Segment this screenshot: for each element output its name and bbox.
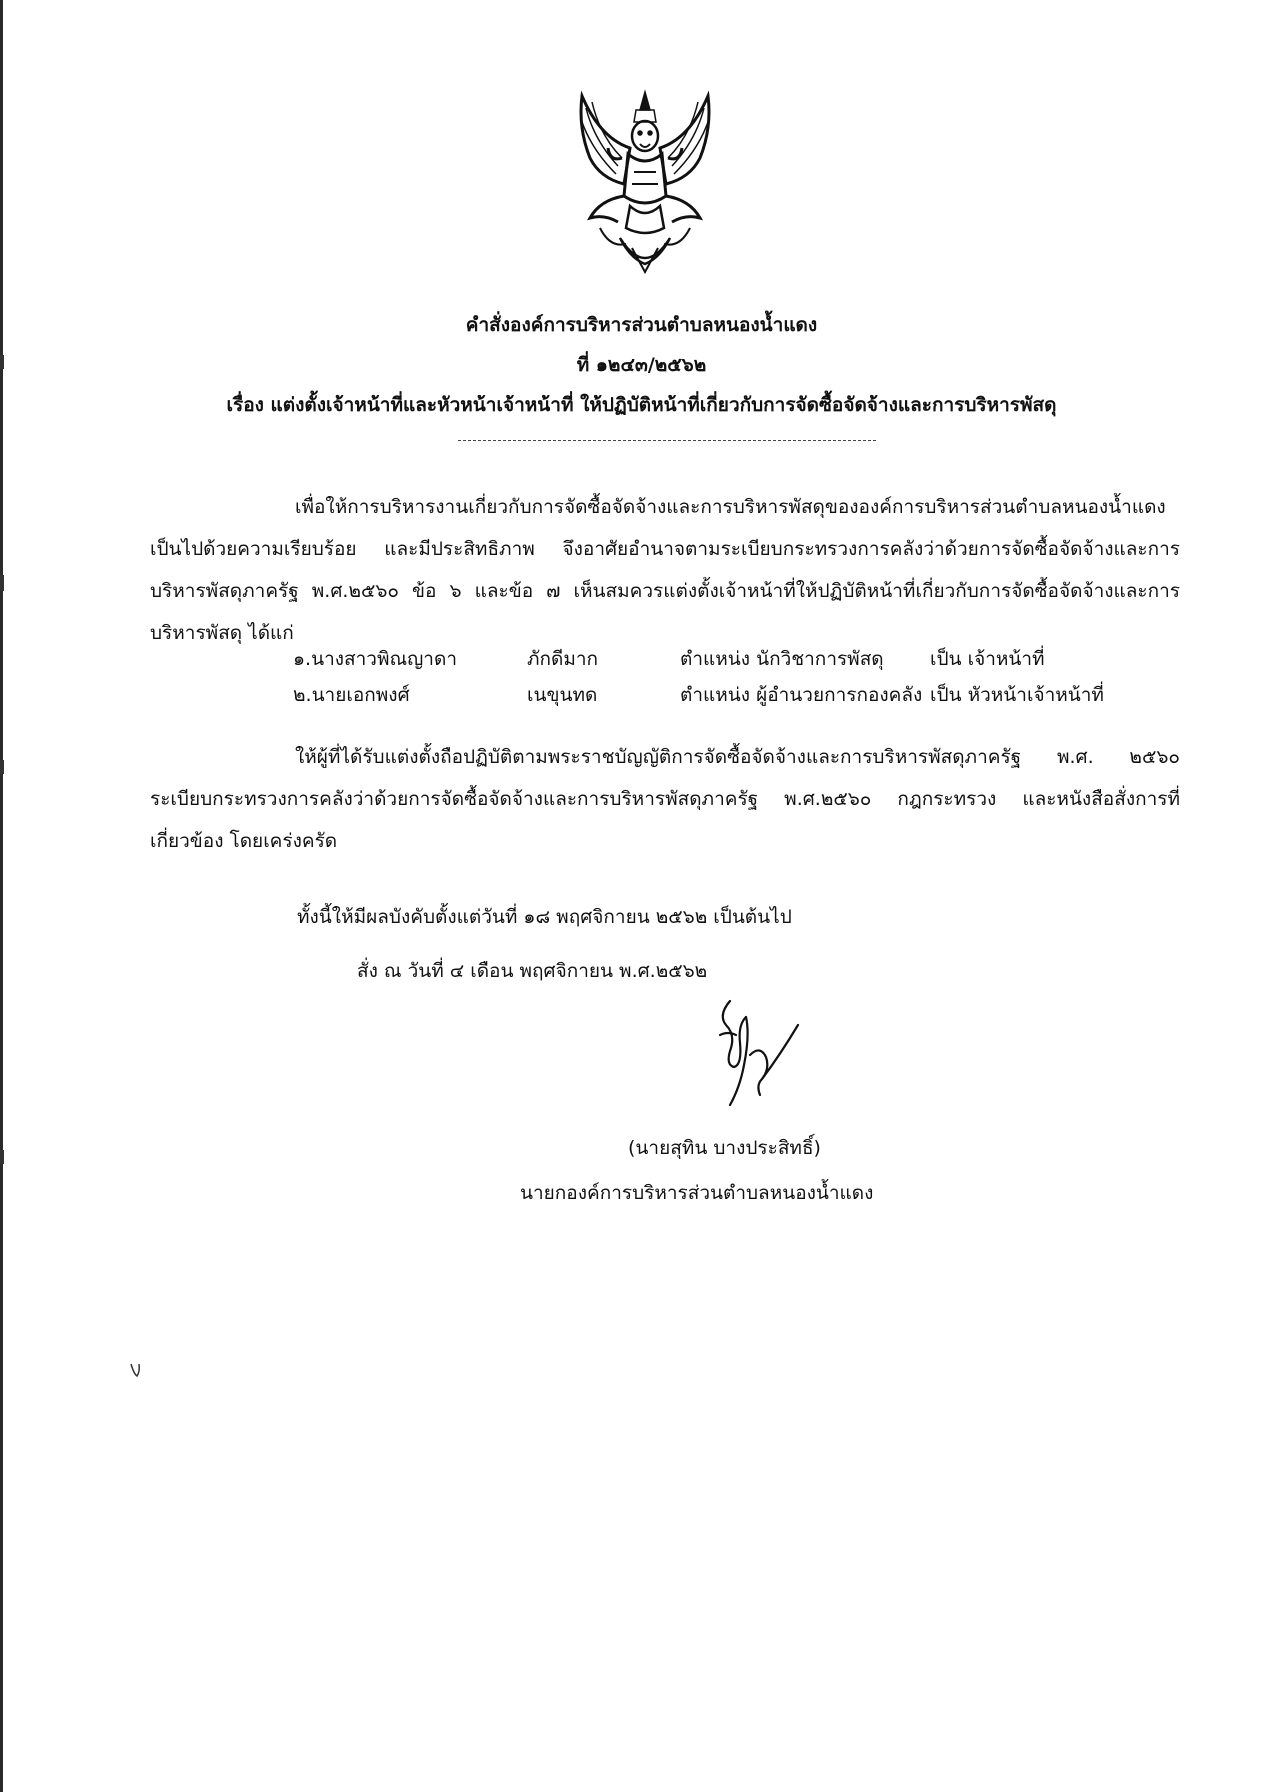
order-number: ที่ ๑๒๔๓/๒๕๖๒	[576, 354, 707, 376]
signatory-title: นายกองค์การบริหารส่วนตำบลหนองน้ำแดง	[520, 1182, 874, 1204]
appointee-position: ตำแหน่ง นักวิชาการพัสดุ	[680, 648, 884, 670]
order-date: สั่ง ณ วันที่ ๔ เดือน พฤศจิกายน พ.ศ.๒๕๖๒	[357, 960, 708, 982]
appointee-row	[0, 644, 1283, 674]
scan-edge-mark	[0, 575, 4, 591]
appointee-name: ๑.นางสาวพิณญาดา	[293, 648, 457, 670]
heading-divider	[458, 440, 876, 441]
appointee-name: ๒.นายเอกพงศ์	[293, 684, 410, 706]
signatory-name: (นายสุทิน บางประสิทธิ์)	[628, 1137, 821, 1159]
appointee-role: เป็น เจ้าหน้าที่	[930, 648, 1045, 670]
appointee-surname: ภักดีมาก	[527, 648, 599, 670]
appointee-row	[0, 680, 1283, 710]
effective-date: ทั้งนี้ให้มีผลบังคับตั้งแต่วันที่ ๑๘ พฤศจิกายน ๒๕๖๒ เป็นต้นไป	[297, 906, 792, 928]
order-heading: คำสั่งองค์การบริหารส่วนตำบลหนองน้ำแดง	[465, 314, 818, 336]
appointee-position: ตำแหน่ง ผู้อำนวยการกองคลัง	[680, 684, 923, 706]
garuda-emblem-icon	[560, 88, 730, 288]
intro-paragraph: เพื่อให้การบริหารงานเกี่ยวกับการจัดซื้อจัดจ้างและการบริหารพัสดุขององค์การบริหารส่วนตำบลหนองน้ำแดง เป็นไปด้วยความเรียบร้อย และมีประสิทธิภาพ จึงอาศัยอำนาจตามระเบียบกระทรวงการคลังว่าด้วยการจัดซื้อจัดจ้างและการบริหารพัสดุภาครัฐ พ.ศ.๒๕๖๐ ข้อ ๖ และข้อ ๗ เห็นสมควรแต่งตั้งเจ้าหน้าที่ให้ปฏิบัติหน้าที่เกี่ยวกับการจัดซื้อจัดจ้างและการบริหารพัสดุ ได้แก่	[150, 496, 1180, 644]
scan-edge-mark	[0, 1150, 4, 1164]
appointee-role: เป็น หัวหน้าเจ้าหน้าที่	[930, 684, 1104, 706]
stray-pen-mark	[128, 1360, 144, 1380]
scan-edge-mark	[0, 760, 4, 774]
signature-icon	[700, 995, 810, 1115]
compliance-paragraph: ให้ผู้ที่ได้รับแต่งตั้งถือปฏิบัติตามพระราชบัญญัติการจัดซื้อจัดจ้างและการบริหารพัสดุภาครัฐ พ.ศ. ๒๕๖๐ ระเบียบกระทรวงการคลังว่าด้วยการจัดซื้อจัดจ้างและการบริหารพัสดุภาครัฐ พ.ศ.๒๕๖๐ กฎกระทรวง และหนังสือสั่งการที่เกี่ยวข้อง โดยเคร่งครัด	[150, 746, 1180, 852]
scan-left-edge	[0, 0, 3, 1792]
appointee-surname: เนขุนทด	[527, 684, 598, 706]
order-subject: เรื่อง แต่งตั้งเจ้าหน้าที่และหัวหน้าเจ้าหน้าที่ ให้ปฏิบัติหน้าที่เกี่ยวกับการจัดซื้อจัดจ้างและการบริหารพัสดุ	[226, 394, 1057, 416]
